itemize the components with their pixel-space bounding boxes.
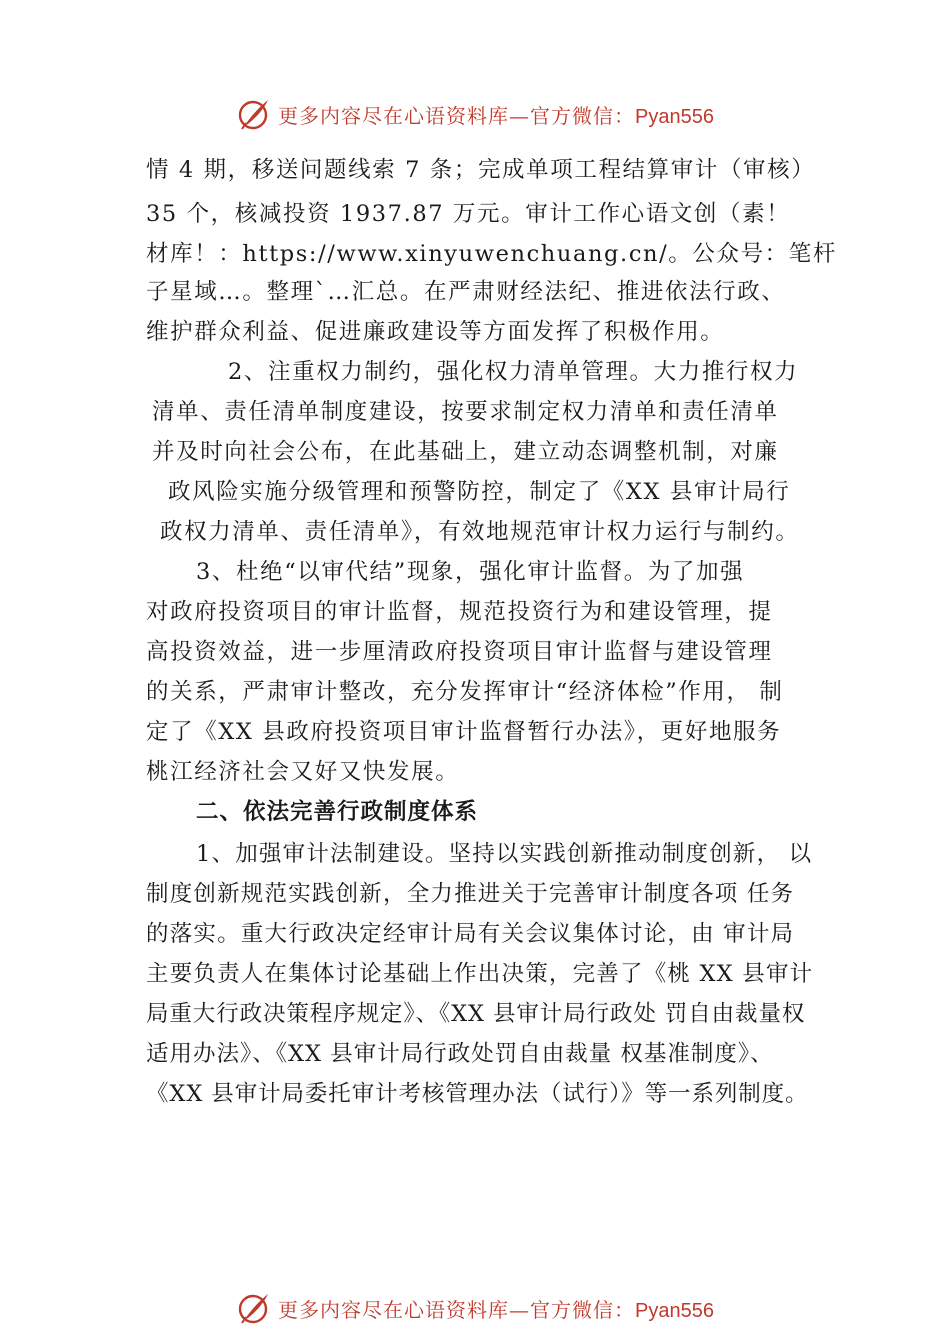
watermark-account: Pyan556 [635,1299,714,1322]
footer-watermark [0,1288,950,1328]
body-line: 政风险实施分级管理和预警防控，制定了《XX 县审计局行 [168,479,791,505]
body-line: 3、杜绝“以审代结”现象，强化审计监督。为了加强 [196,559,745,585]
body-line: 1、加强审计法制建设。坚持以实践创新推动制度创新， 以 [196,841,813,867]
body-line: 主要负责人在集体讨论基础上作出决策，完善了《桃 XX 县审计 [146,961,814,987]
body-line: 定了《XX 县政府投资项目审计监督暂行办法》，更好地服务 [146,719,782,745]
body-line: 局重大行政决策程序规定》、《XX 县审计局行政处 罚自由裁量权 [146,1001,806,1027]
body-line: 情 4 期，移送问题线索 7 条；完成单项工程结算审计（审核） [146,157,816,183]
body-line: 《XX 县审计局委托审计考核管理办法（试行）》等一系列制度。 [146,1081,809,1107]
body-line: 并及时向社会公布，在此基础上，建立动态调整机制，对廉 [152,439,779,465]
body-line: 35 个，核减投资 1937.87 万元。审计工作心语文创（素！ [146,201,791,227]
body-line: 材库！：https://www.xinyuwenchuang.cn/。公众号：笔杆 [146,241,837,267]
body-line: 制度创新规范实践创新，全力推进关于完善审计制度各项 任务 [146,881,795,907]
body-line: 维护群众利益、促进廉政建设等方面发挥了积极作用。 [146,319,725,345]
watermark-text: 更多内容尽在心语资料库—官方微信：Pyan556 [278,103,714,128]
section-heading: 二、依法完善行政制度体系 [196,799,479,825]
body-line: 高投资效益，进一步厘清政府投资项目审计监督与建设管理 [146,639,773,665]
body-line: 桃江经济社会又好又快发展。 [146,759,460,785]
body-line: 政权力清单、责任清单》，有效地规范审计权力运行与制约。 [160,519,800,545]
watermark-account: Pyan556 [635,105,714,128]
quill-logo-icon [236,96,272,132]
header-watermark [0,94,950,134]
watermark-text: 更多内容尽在心语资料库—官方微信：Pyan556 [278,1297,714,1322]
body-line: 对政府投资项目的审计监督，规范投资行为和建设管理，提 [146,599,773,625]
quill-logo-icon [236,1290,272,1326]
body-line: 2、注重权力制约，强化权力清单管理。大力推行权力 [228,359,799,385]
body-line: 子星域…。整理`…汇总。在严肃财经法纪、推进依法行政、 [146,279,786,305]
body-line: 适用办法》、《XX 县审计局行政处罚自由裁量 权基准制度》、 [146,1041,774,1067]
body-line: 的关系，严肃审计整改，充分发挥审计“经济体检”作用， 制 [146,679,784,705]
body-line: 清单、责任清单制度建设，按要求制定权力清单和责任清单 [152,399,779,425]
body-line: 的落实。重大行政决定经审计局有关会议集体讨论，由 审计局 [146,921,795,947]
